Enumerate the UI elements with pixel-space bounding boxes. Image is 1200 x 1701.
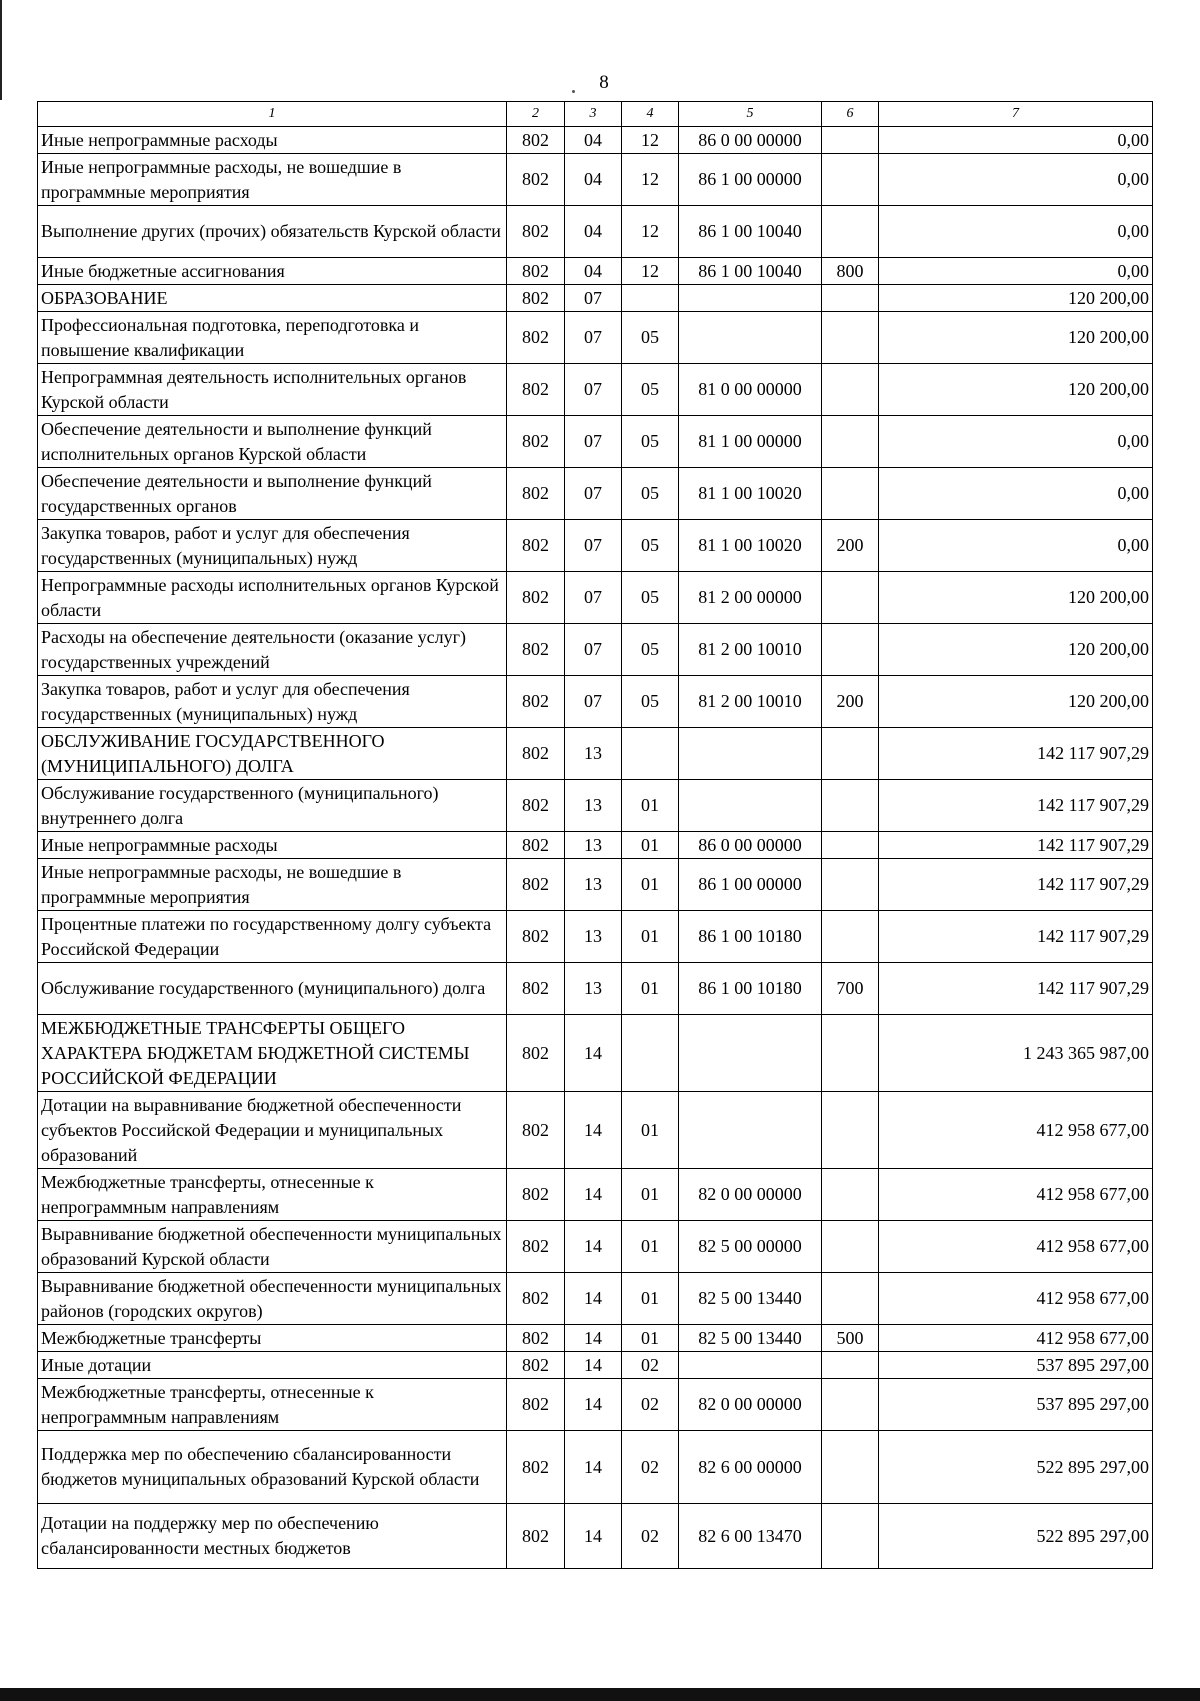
row-expense-type-code [822,911,879,963]
table-row [38,312,1153,364]
row-expense-type-code [822,1169,879,1221]
row-target-code: 82 0 00 00000 [679,1379,822,1431]
row-amount: 522 895 297,00 [879,1504,1153,1569]
row-amount: 120 200,00 [879,364,1153,416]
row-subsection-code: 01 [622,963,679,1015]
row-section-code: 07 [565,416,622,468]
row-ministry-code: 802 [507,1504,565,1569]
column-number-1: 1 [38,102,507,127]
column-number-2: 2 [507,102,565,127]
row-ministry-code: 802 [507,780,565,832]
table-row [38,1431,1153,1504]
row-name: Межбюджетные трансферты, отнесенные к непрограммным направлениям [38,1169,507,1221]
row-expense-type-code [822,1273,879,1325]
row-ministry-code: 802 [507,416,565,468]
row-subsection-code: 05 [622,364,679,416]
row-subsection-code: 01 [622,832,679,859]
table-row [38,780,1153,832]
row-amount: 142 117 907,29 [879,832,1153,859]
table-row [38,728,1153,780]
row-section-code: 14 [565,1352,622,1379]
row-subsection-code: 05 [622,624,679,676]
row-name: Обеспечение деятельности и выполнение функций государственных органов [38,468,507,520]
row-subsection-code: 05 [622,520,679,572]
row-target-code [679,285,822,312]
row-ministry-code: 802 [507,364,565,416]
row-expense-type-code [822,1092,879,1169]
row-ministry-code: 802 [507,832,565,859]
row-expense-type-code [822,127,879,154]
row-expense-type-code [822,1504,879,1569]
row-subsection-code: 01 [622,911,679,963]
row-ministry-code: 802 [507,1169,565,1221]
row-name: Дотации на поддержку мер по обеспечению сбалансированности местных бюджетов [38,1504,507,1569]
table-row [38,911,1153,963]
row-expense-type-code [822,206,879,258]
row-name: Расходы на обеспечение деятельности (оказание услуг) государственных учреждений [38,624,507,676]
row-section-code: 07 [565,468,622,520]
row-name: Выполнение других (прочих) обязательств Курской области [38,206,507,258]
row-name: Обслуживание государственного (муниципального) внутреннего долга [38,780,507,832]
row-expense-type-code: 700 [822,963,879,1015]
row-ministry-code: 802 [507,859,565,911]
row-ministry-code: 802 [507,1379,565,1431]
table-row [38,859,1153,911]
page-number: 8 [599,72,609,93]
table-row [38,206,1153,258]
table-row [38,963,1153,1015]
row-amount: 142 117 907,29 [879,859,1153,911]
row-expense-type-code [822,468,879,520]
row-section-code: 13 [565,780,622,832]
row-section-code: 07 [565,676,622,728]
row-section-code: 14 [565,1379,622,1431]
row-subsection-code: 01 [622,1092,679,1169]
row-name: Закупка товаров, работ и услуг для обеспечения государственных (муниципальных) нужд [38,676,507,728]
row-target-code: 86 1 00 00000 [679,154,822,206]
row-ministry-code: 802 [507,963,565,1015]
row-amount: 537 895 297,00 [879,1379,1153,1431]
row-amount: 0,00 [879,468,1153,520]
row-subsection-code [622,728,679,780]
row-subsection-code: 01 [622,1169,679,1221]
table-row [38,285,1153,312]
row-section-code: 14 [565,1273,622,1325]
row-ministry-code: 802 [507,154,565,206]
row-target-code: 81 0 00 00000 [679,364,822,416]
row-target-code: 81 2 00 10010 [679,676,822,728]
row-ministry-code: 802 [507,676,565,728]
row-expense-type-code [822,1015,879,1092]
row-subsection-code: 01 [622,859,679,911]
row-ministry-code: 802 [507,1325,565,1352]
row-section-code: 04 [565,154,622,206]
row-subsection-code: 02 [622,1504,679,1569]
row-amount: 537 895 297,00 [879,1352,1153,1379]
row-target-code: 82 5 00 13440 [679,1325,822,1352]
row-section-code: 14 [565,1092,622,1169]
table-row [38,1015,1153,1092]
row-name: Профессиональная подготовка, переподготовка и повышение квалификации [38,312,507,364]
row-name: Процентные платежи по государственному долгу субъекта Российской Федерации [38,911,507,963]
row-subsection-code: 02 [622,1379,679,1431]
row-section-code: 13 [565,963,622,1015]
row-ministry-code: 802 [507,572,565,624]
table-row [38,1379,1153,1431]
row-target-code: 82 5 00 00000 [679,1221,822,1273]
row-expense-type-code [822,832,879,859]
row-expense-type-code [822,364,879,416]
row-expense-type-code [822,780,879,832]
column-number-7: 7 [879,102,1153,127]
row-target-code: 86 0 00 00000 [679,832,822,859]
row-amount: 412 958 677,00 [879,1325,1153,1352]
column-number-6: 6 [822,102,879,127]
row-amount: 0,00 [879,520,1153,572]
row-target-code: 86 1 00 00000 [679,859,822,911]
row-amount: 120 200,00 [879,572,1153,624]
row-target-code: 81 2 00 00000 [679,572,822,624]
row-target-code: 81 1 00 10020 [679,468,822,520]
table-row [38,416,1153,468]
row-expense-type-code: 500 [822,1325,879,1352]
row-expense-type-code [822,154,879,206]
row-name: Выравнивание бюджетной обеспеченности муниципальных образований Курской области [38,1221,507,1273]
row-expense-type-code [822,572,879,624]
row-name: Дотации на выравнивание бюджетной обеспеченности субъектов Российской Федерации и муниципальных образований [38,1092,507,1169]
row-target-code [679,1015,822,1092]
table-row [38,1273,1153,1325]
row-amount: 120 200,00 [879,624,1153,676]
row-name: ОБСЛУЖИВАНИЕ ГОСУДАРСТВЕННОГО (МУНИЦИПАЛЬНОГО) ДОЛГА [38,728,507,780]
row-amount: 120 200,00 [879,285,1153,312]
row-target-code: 86 0 00 00000 [679,127,822,154]
row-section-code: 14 [565,1221,622,1273]
column-number-3: 3 [565,102,622,127]
row-name: Межбюджетные трансферты, отнесенные к непрограммным направлениям [38,1379,507,1431]
table-row [38,624,1153,676]
row-expense-type-code [822,312,879,364]
row-ministry-code: 802 [507,728,565,780]
row-amount: 412 958 677,00 [879,1273,1153,1325]
table-row [38,572,1153,624]
row-target-code: 81 1 00 00000 [679,416,822,468]
row-target-code: 82 0 00 00000 [679,1169,822,1221]
row-expense-type-code [822,285,879,312]
row-subsection-code [622,1015,679,1092]
row-target-code [679,1092,822,1169]
row-section-code: 07 [565,364,622,416]
row-section-code: 13 [565,911,622,963]
table-row [38,127,1153,154]
row-amount: 522 895 297,00 [879,1431,1153,1504]
row-subsection-code: 12 [622,258,679,285]
row-ministry-code: 802 [507,285,565,312]
row-subsection-code: 01 [622,1273,679,1325]
row-subsection-code [622,285,679,312]
row-ministry-code: 802 [507,911,565,963]
row-target-code: 86 1 00 10040 [679,258,822,285]
table-row [38,154,1153,206]
row-subsection-code: 12 [622,206,679,258]
row-amount: 0,00 [879,154,1153,206]
table-row [38,1352,1153,1379]
table-row [38,1092,1153,1169]
row-section-code: 14 [565,1431,622,1504]
row-target-code [679,780,822,832]
row-subsection-code: 12 [622,154,679,206]
row-name: Иные непрограммные расходы [38,832,507,859]
table-row [38,676,1153,728]
row-amount: 0,00 [879,258,1153,285]
row-amount: 412 958 677,00 [879,1092,1153,1169]
table-row [38,1221,1153,1273]
row-target-code: 82 5 00 13440 [679,1273,822,1325]
column-number-5: 5 [679,102,822,127]
row-name: МЕЖБЮДЖЕТНЫЕ ТРАНСФЕРТЫ ОБЩЕГО ХАРАКТЕРА БЮДЖЕТАМ БЮДЖЕТНОЙ СИСТЕМЫ РОССИЙСКОЙ ФЕДЕРАЦИИ [38,1015,507,1092]
row-section-code: 07 [565,312,622,364]
row-section-code: 14 [565,1169,622,1221]
table-row [38,258,1153,285]
row-name: Иные непрограммные расходы [38,127,507,154]
row-ministry-code: 802 [507,1273,565,1325]
scan-edge-bottom [0,1688,1200,1701]
column-number-4: 4 [622,102,679,127]
row-name: Иные непрограммные расходы, не вошедшие в программные мероприятия [38,859,507,911]
row-amount: 120 200,00 [879,676,1153,728]
row-target-code [679,728,822,780]
row-section-code: 04 [565,258,622,285]
row-ministry-code: 802 [507,1352,565,1379]
row-amount: 412 958 677,00 [879,1221,1153,1273]
table-row [38,468,1153,520]
row-amount: 0,00 [879,416,1153,468]
table-row [38,520,1153,572]
row-amount: 142 117 907,29 [879,728,1153,780]
row-amount: 412 958 677,00 [879,1169,1153,1221]
row-subsection-code: 01 [622,1221,679,1273]
row-section-code: 04 [565,206,622,258]
row-amount: 1 243 365 987,00 [879,1015,1153,1092]
row-subsection-code: 05 [622,676,679,728]
row-amount: 142 117 907,29 [879,911,1153,963]
row-expense-type-code [822,1431,879,1504]
row-target-code [679,1352,822,1379]
row-expense-type-code [822,728,879,780]
row-name: Закупка товаров, работ и услуг для обеспечения государственных (муниципальных) нужд [38,520,507,572]
row-amount: 142 117 907,29 [879,780,1153,832]
row-ministry-code: 802 [507,258,565,285]
row-ministry-code: 802 [507,206,565,258]
row-ministry-code: 802 [507,624,565,676]
row-subsection-code: 05 [622,572,679,624]
row-subsection-code: 05 [622,416,679,468]
row-section-code: 07 [565,285,622,312]
row-subsection-code: 05 [622,468,679,520]
row-expense-type-code [822,1379,879,1431]
row-amount: 142 117 907,29 [879,963,1153,1015]
row-ministry-code: 802 [507,127,565,154]
row-section-code: 14 [565,1015,622,1092]
row-expense-type-code: 200 [822,520,879,572]
row-subsection-code: 02 [622,1352,679,1379]
row-ministry-code: 802 [507,468,565,520]
row-ministry-code: 802 [507,1092,565,1169]
row-amount: 0,00 [879,206,1153,258]
row-name: Выравнивание бюджетной обеспеченности муниципальных районов (городских округов) [38,1273,507,1325]
row-target-code: 86 1 00 10180 [679,911,822,963]
row-name: Иные дотации [38,1352,507,1379]
row-section-code: 07 [565,572,622,624]
row-section-code: 13 [565,728,622,780]
budget-table [37,101,1153,1569]
row-expense-type-code [822,1352,879,1379]
row-subsection-code: 02 [622,1431,679,1504]
row-ministry-code: 802 [507,1431,565,1504]
row-expense-type-code [822,1221,879,1273]
row-target-code: 81 1 00 10020 [679,520,822,572]
row-target-code [679,312,822,364]
row-name: Межбюджетные трансферты [38,1325,507,1352]
row-expense-type-code: 200 [822,676,879,728]
row-name: Иные непрограммные расходы, не вошедшие в программные мероприятия [38,154,507,206]
row-ministry-code: 802 [507,1015,565,1092]
row-subsection-code: 12 [622,127,679,154]
row-amount: 120 200,00 [879,312,1153,364]
row-target-code: 82 6 00 00000 [679,1431,822,1504]
row-target-code: 86 1 00 10040 [679,206,822,258]
row-name: ОБРАЗОВАНИЕ [38,285,507,312]
row-target-code: 86 1 00 10180 [679,963,822,1015]
table-row [38,1504,1153,1569]
row-section-code: 13 [565,859,622,911]
row-section-code: 13 [565,832,622,859]
row-section-code: 14 [565,1504,622,1569]
table-row [38,1169,1153,1221]
row-section-code: 07 [565,624,622,676]
table-row [38,364,1153,416]
row-expense-type-code [822,624,879,676]
row-name: Непрограммная деятельность исполнительных органов Курской области [38,364,507,416]
table-row [38,832,1153,859]
row-ministry-code: 802 [507,520,565,572]
row-ministry-code: 802 [507,312,565,364]
column-number-row [38,102,1153,127]
row-section-code: 07 [565,520,622,572]
row-name: Обеспечение деятельности и выполнение функций исполнительных органов Курской области [38,416,507,468]
row-name: Иные бюджетные ассигнования [38,258,507,285]
row-subsection-code: 01 [622,1325,679,1352]
row-section-code: 14 [565,1325,622,1352]
row-target-code: 81 2 00 10010 [679,624,822,676]
row-subsection-code: 01 [622,780,679,832]
row-name: Непрограммные расходы исполнительных органов Курской области [38,572,507,624]
row-expense-type-code [822,416,879,468]
row-amount: 0,00 [879,127,1153,154]
row-name: Обслуживание государственного (муниципального) долга [38,963,507,1015]
row-expense-type-code: 800 [822,258,879,285]
table-row [38,1325,1153,1352]
row-name: Поддержка мер по обеспечению сбалансированности бюджетов муниципальных образований Курской области [38,1431,507,1504]
row-expense-type-code [822,859,879,911]
row-target-code: 82 6 00 13470 [679,1504,822,1569]
row-section-code: 04 [565,127,622,154]
row-ministry-code: 802 [507,1221,565,1273]
row-subsection-code: 05 [622,312,679,364]
